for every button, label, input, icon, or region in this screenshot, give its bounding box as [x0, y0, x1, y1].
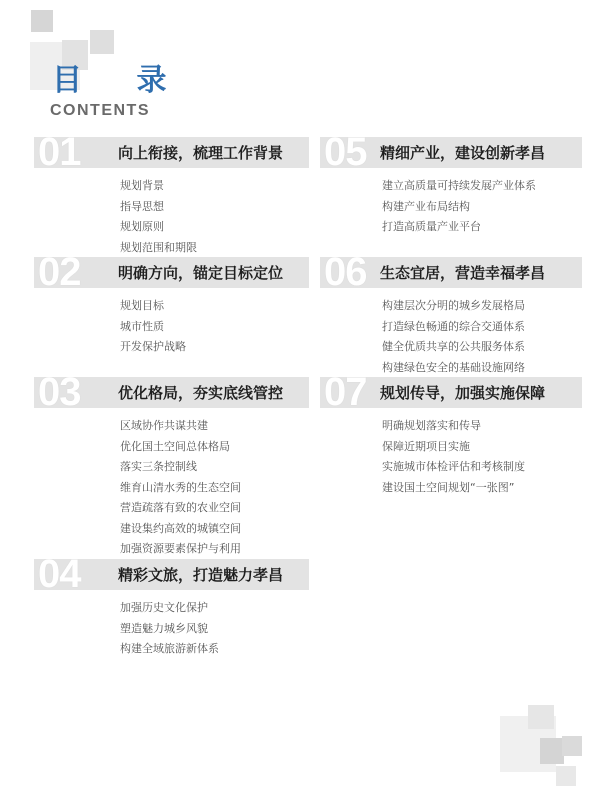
section-header	[320, 257, 582, 288]
toc-item[interactable]: 营造疏落有致的农业空间	[120, 501, 241, 514]
page-title: 目 录	[52, 63, 189, 98]
toc-item[interactable]: 保障近期项目实施	[382, 439, 470, 453]
section-title[interactable]: 精细产业，建设创新孝昌	[380, 144, 546, 162]
toc-item[interactable]: 构建全域旅游新体系	[120, 642, 219, 655]
toc-item[interactable]: 规划原则	[120, 220, 164, 233]
toc-item[interactable]: 规划背景	[120, 179, 164, 192]
toc-item[interactable]: 城市性质	[120, 319, 164, 333]
section-item-list	[34, 408, 309, 560]
toc-item[interactable]: 打造高质量产业平台	[382, 220, 481, 233]
toc-item[interactable]: 落实三条控制线	[120, 460, 197, 473]
section-number: 01	[38, 137, 81, 168]
section-item-list	[34, 168, 309, 258]
toc-item[interactable]: 建设集约高效的城镇空间	[120, 521, 241, 535]
toc-item[interactable]: 建立高质量可持续发展产业体系	[382, 179, 536, 192]
toc-item[interactable]: 规划目标	[120, 299, 164, 312]
decorative-square	[556, 766, 576, 786]
decorative-square	[562, 736, 582, 756]
toc-item[interactable]: 开发保护战略	[120, 340, 186, 353]
section-header	[320, 377, 582, 408]
section-item-list	[34, 288, 309, 358]
section-number: 04	[38, 559, 81, 590]
section-number: 06	[324, 257, 367, 288]
section-title[interactable]: 优化格局，夯实底线管控	[118, 384, 284, 402]
toc-item[interactable]: 明确规划落实和传导	[382, 419, 481, 432]
section-item-list	[320, 168, 582, 238]
section-number: 02	[38, 257, 81, 288]
section-title[interactable]: 明确方向，锚定目标定位	[118, 264, 284, 282]
section-number: 07	[324, 377, 367, 408]
decorative-square	[528, 705, 554, 729]
decorative-square	[31, 10, 53, 32]
section-header	[34, 257, 309, 288]
toc-item[interactable]: 构建层次分明的城乡发展格局	[382, 299, 525, 312]
section-item-list	[320, 408, 582, 498]
section-title[interactable]: 精彩文旅，打造魅力孝昌	[118, 566, 284, 584]
decorative-square	[90, 30, 114, 54]
toc-item[interactable]: 构建产业布局结构	[382, 199, 470, 213]
section-title[interactable]: 规划传导，加强实施保障	[380, 384, 546, 402]
toc-section-06	[320, 257, 582, 378]
toc-item[interactable]: 维育山清水秀的生态空间	[120, 480, 241, 494]
section-header	[320, 137, 582, 168]
decorative-square	[540, 738, 564, 764]
toc-item[interactable]: 打造绿色畅通的综合交通体系	[382, 319, 525, 333]
section-title[interactable]: 生态宜居，营造幸福孝昌	[380, 264, 546, 282]
section-number: 03	[38, 377, 81, 408]
toc-item[interactable]: 塑造魅力城乡风貌	[120, 621, 208, 635]
toc-section-05	[320, 137, 582, 238]
toc-section-01	[34, 137, 309, 258]
toc-section-03	[34, 377, 309, 560]
section-title[interactable]: 向上衔接，梳理工作背景	[118, 144, 284, 162]
section-header	[34, 137, 309, 168]
toc-section-02	[34, 257, 309, 358]
toc-item[interactable]: 建设国土空间规划“一张图”	[382, 480, 515, 494]
toc-section-04	[34, 559, 309, 660]
toc-section-07	[320, 377, 582, 498]
section-number: 05	[324, 137, 367, 168]
section-item-list	[34, 590, 309, 660]
toc-item[interactable]: 优化国土空间总体格局	[120, 439, 230, 453]
toc-item[interactable]: 加强历史文化保护	[120, 601, 208, 614]
section-header	[34, 559, 309, 590]
toc-item[interactable]: 加强资源要素保护与利用	[120, 542, 241, 555]
page-subtitle: CONTENTS	[50, 102, 150, 119]
section-header	[34, 377, 309, 408]
section-item-list	[320, 288, 582, 378]
toc-item[interactable]: 健全优质共享的公共服务体系	[382, 340, 525, 353]
toc-item[interactable]: 实施城市体检评估和考核制度	[382, 460, 525, 473]
toc-item[interactable]: 构建绿色安全的基础设施网络	[382, 360, 525, 374]
toc-item[interactable]: 区域协作共谋共建	[120, 419, 208, 432]
toc-item[interactable]: 规划范围和期限	[120, 240, 197, 254]
toc-item[interactable]: 指导思想	[120, 199, 164, 213]
